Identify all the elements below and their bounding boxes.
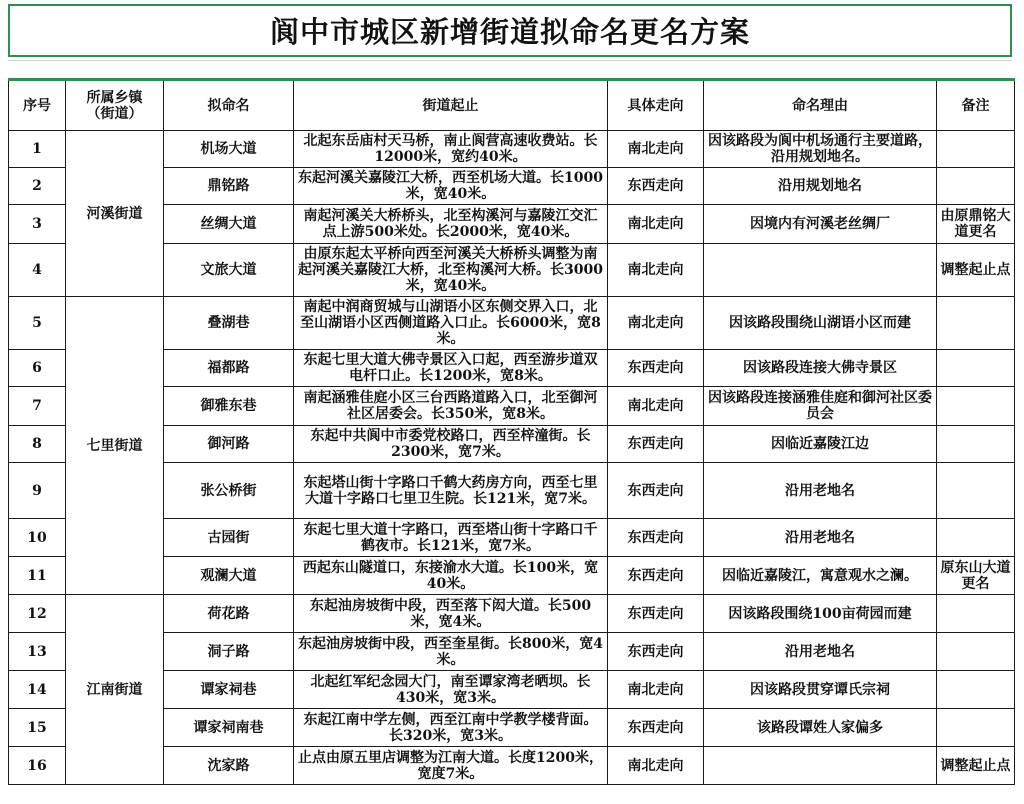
remark: [937, 463, 1015, 519]
street-direction: 南北走向: [608, 131, 704, 168]
street-route: 东起中共阆中市委党校路口，西至梓潼街。长2300米，宽7米。: [294, 426, 608, 463]
page-title: 阆中市城区新增街道拟命名更名方案: [269, 15, 750, 49]
street-name: 鼎铭路: [164, 168, 294, 205]
naming-reason: 因该路段围绕100亩荷园而建: [704, 595, 937, 633]
remark: 调整起止点: [937, 244, 1015, 297]
street-name: 张公桥街: [164, 463, 294, 519]
row-number: 1: [9, 131, 66, 168]
row-number: 11: [9, 557, 66, 595]
header-direction: 具体走向: [608, 80, 704, 131]
street-route: 东起油房坡街中段，西至落下闳大道。长500米，宽4米。: [294, 595, 608, 633]
street-direction: 南北走向: [608, 747, 704, 785]
street-direction: 东西走向: [608, 557, 704, 595]
naming-reason: 沿用老地名: [704, 633, 937, 671]
street-direction: 东西走向: [608, 519, 704, 557]
street-direction: 南北走向: [608, 244, 704, 297]
row-number: 12: [9, 595, 66, 633]
street-direction: 南北走向: [608, 671, 704, 709]
street-name: 文旅大道: [164, 244, 294, 297]
town-cell: 河溪街道: [66, 131, 164, 297]
naming-reason: 因临近嘉陵江边: [704, 426, 937, 463]
naming-reason: 因该路段连接大佛寺景区: [704, 350, 937, 387]
street-name: 谭家祠巷: [164, 671, 294, 709]
street-route: 东起河溪关嘉陵江大桥，西至机场大道。长1000米，宽40米。: [294, 168, 608, 205]
street-route: 东起塔山街十字路口千鹤大药房方向，西至七里大道十字路口七里卫生院。长121米，宽7米。: [294, 463, 608, 519]
remark: [937, 671, 1015, 709]
street-name: 古园街: [164, 519, 294, 557]
town-cell: 七里街道: [66, 297, 164, 595]
street-name: 洞子路: [164, 633, 294, 671]
street-route: 由原东起太平桥向西至河溪关大桥桥头调整为南起河溪关嘉陵江大桥，北至构溪河大桥。长3000米，宽40米。: [294, 244, 608, 297]
row-number: 9: [9, 463, 66, 519]
street-route: 东起七里大道大佛寺景区入口起，西至游步道双电杆口止。长1200米，宽8米。: [294, 350, 608, 387]
row-number: 8: [9, 426, 66, 463]
street-route: 止点由原五里店调整为江南大道。长度1200米，宽度7米。: [294, 747, 608, 785]
remark: [937, 350, 1015, 387]
street-direction: 东西走向: [608, 633, 704, 671]
street-route: 北起东岳庙村天马桥，南止阆营高速收费站。长12000米，宽约40米。: [294, 131, 608, 168]
header-row: [9, 80, 1015, 131]
naming-table: [8, 78, 1015, 785]
row-number: 6: [9, 350, 66, 387]
table-row: [9, 131, 1015, 168]
street-name: 沈家路: [164, 747, 294, 785]
naming-reason: 因该路段贯穿谭氏宗祠: [704, 671, 937, 709]
remark: [937, 709, 1015, 747]
header-town: [66, 80, 164, 131]
remark: 调整起止点: [937, 747, 1015, 785]
table-row: [9, 297, 1015, 350]
street-route: 南起河溪关大桥桥头，北至构溪河与嘉陵江交汇点上游500米处。长2000米，宽40米。: [294, 205, 608, 244]
street-name: 叠湖巷: [164, 297, 294, 350]
street-route: 南起中润商贸城与山湖语小区东侧交界入口，北至山湖语小区西侧道路入口止。长6000米，宽8米。: [294, 297, 608, 350]
header-town-line1: 所属乡镇: [86, 89, 143, 106]
header-town-line2: （街道）: [86, 105, 143, 122]
naming-reason: 沿用老地名: [704, 519, 937, 557]
remark: 原东山大道更名: [937, 557, 1015, 595]
street-route: 东起七里大道十字路口，西至塔山街十字路口千鹤夜市。长121米，宽7米。: [294, 519, 608, 557]
remark: [937, 387, 1015, 426]
naming-reason: 沿用规划地名: [704, 168, 937, 205]
street-direction: 东西走向: [608, 463, 704, 519]
sheet-gridline: [8, 60, 1012, 71]
remark: [937, 519, 1015, 557]
street-direction: 东西走向: [608, 168, 704, 205]
town-cell: 江南街道: [66, 595, 164, 785]
table-row: [9, 595, 1015, 633]
naming-reason: [704, 747, 937, 785]
row-number: 2: [9, 168, 66, 205]
street-direction: 东西走向: [608, 595, 704, 633]
row-number: 14: [9, 671, 66, 709]
row-number: 4: [9, 244, 66, 297]
street-name: 观澜大道: [164, 557, 294, 595]
remark: [937, 426, 1015, 463]
street-direction: 南北走向: [608, 387, 704, 426]
street-name: 御河路: [164, 426, 294, 463]
street-name: 福都路: [164, 350, 294, 387]
street-route: 西起东山隧道口，东接渝水大道。长100米，宽40米。: [294, 557, 608, 595]
naming-reason: 因境内有河溪老丝绸厂: [704, 205, 937, 244]
street-route: 东起油房坡街中段，西至奎星街。长800米，宽4米。: [294, 633, 608, 671]
header-note: 备注: [937, 80, 1015, 131]
street-name: 谭家祠南巷: [164, 709, 294, 747]
row-number: 16: [9, 747, 66, 785]
remark: [937, 168, 1015, 205]
naming-reason: 因该路段围绕山湖语小区而建: [704, 297, 937, 350]
remark: [937, 131, 1015, 168]
street-name: 丝绸大道: [164, 205, 294, 244]
remark: [937, 595, 1015, 633]
naming-reason: 该路段谭姓人家偏多: [704, 709, 937, 747]
header-route: 街道起止: [294, 80, 608, 131]
street-name: 荷花路: [164, 595, 294, 633]
street-route: 北起红军纪念园大门，南至谭家湾老晒坝。长430米，宽3米。: [294, 671, 608, 709]
title-banner: [8, 4, 1012, 57]
naming-reason: 因该路段为阆中机场通行主要道路，沿用规划地名。: [704, 131, 937, 168]
street-direction: 东西走向: [608, 709, 704, 747]
row-number: 3: [9, 205, 66, 244]
street-name: 机场大道: [164, 131, 294, 168]
remark: 由原鼎铭大道更名: [937, 205, 1015, 244]
header-name: 拟命名: [164, 80, 294, 131]
street-direction: 南北走向: [608, 205, 704, 244]
remark: [937, 633, 1015, 671]
naming-reason: 沿用老地名: [704, 463, 937, 519]
street-direction: 东西走向: [608, 350, 704, 387]
remark: [937, 297, 1015, 350]
street-direction: 南北走向: [608, 297, 704, 350]
header-reason: 命名理由: [704, 80, 937, 131]
naming-reason: 因该路段连接涵雅佳庭和御河社区委员会: [704, 387, 937, 426]
street-route: 南起涵雅佳庭小区三台西路道路入口，北至御河社区居委会。长350米，宽8米。: [294, 387, 608, 426]
naming-reason: 因临近嘉陵江，寓意观水之澜。: [704, 557, 937, 595]
header-no: 序号: [9, 80, 66, 131]
row-number: 10: [9, 519, 66, 557]
street-direction: 东西走向: [608, 426, 704, 463]
street-name: 御雅东巷: [164, 387, 294, 426]
naming-reason: [704, 244, 937, 297]
row-number: 7: [9, 387, 66, 426]
street-route: 东起江南中学左侧，西至江南中学教学楼背面。长320米，宽3米。: [294, 709, 608, 747]
row-number: 5: [9, 297, 66, 350]
row-number: 15: [9, 709, 66, 747]
row-number: 13: [9, 633, 66, 671]
